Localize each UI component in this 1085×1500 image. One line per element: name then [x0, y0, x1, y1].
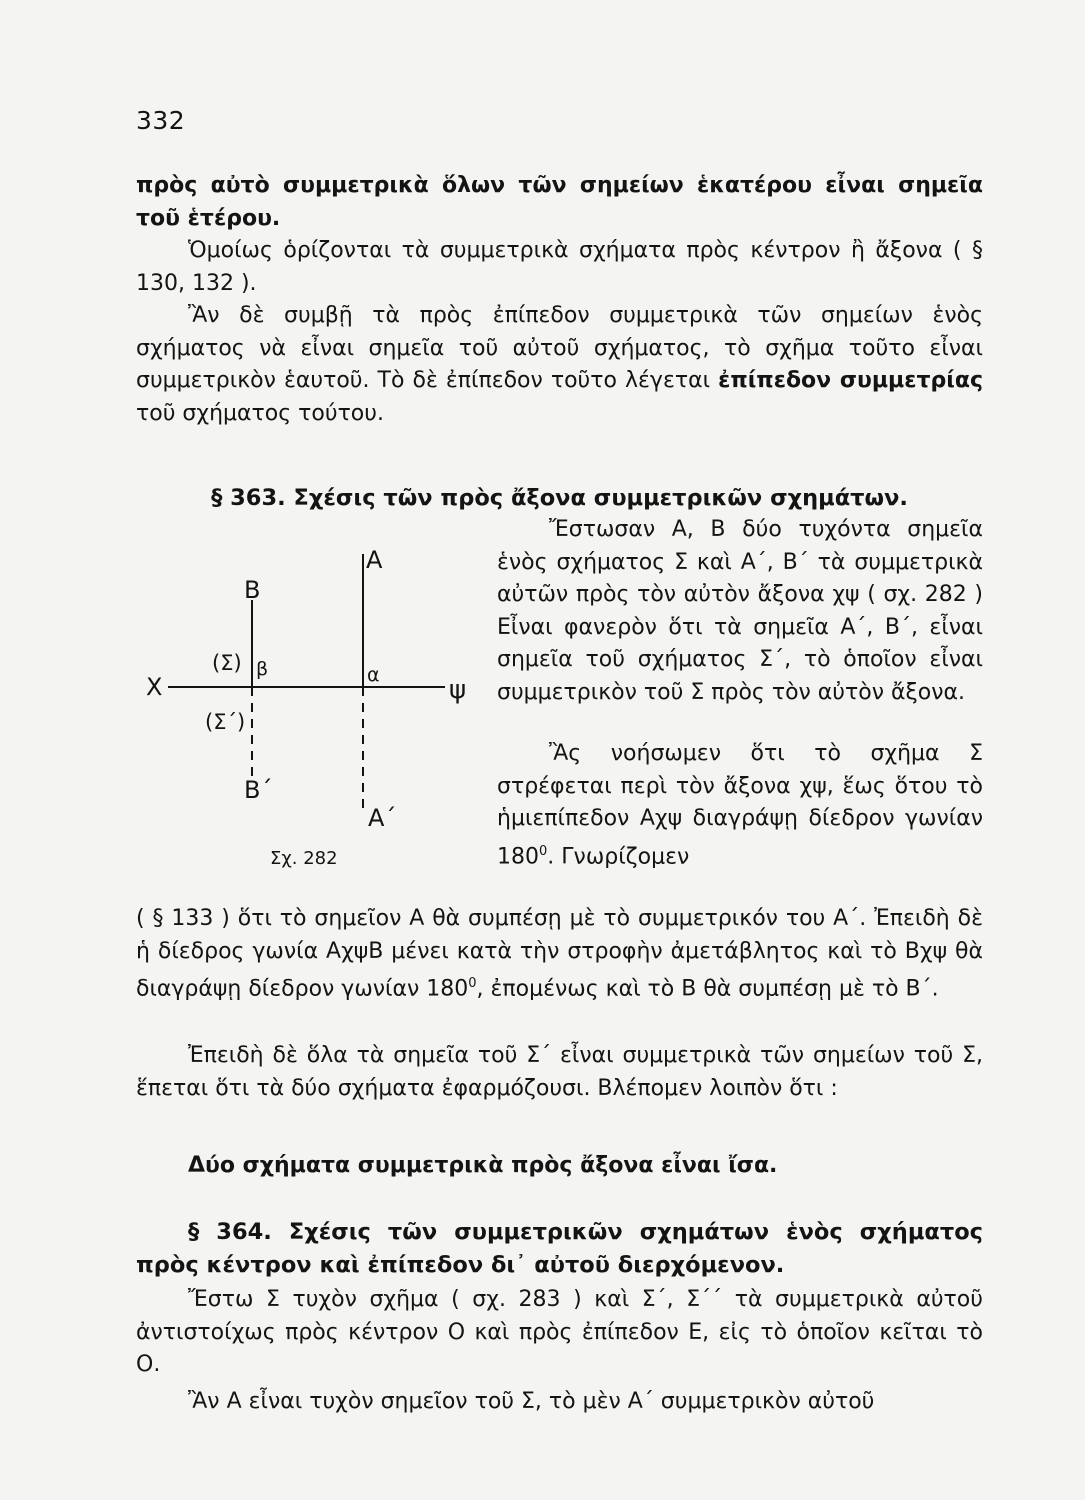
section-heading-364: § 364. Σχέσις τῶν συμμετρικῶν σχημάτων ἑνὸς σχήματος πρὸς κέντρον καὶ ἐπίπεδον δι᾽ αὐτοῦ διερχόμενον.	[136, 1219, 983, 1278]
label-sigma-prime: (Σ΄)	[205, 710, 246, 734]
paragraph-column-1: Ἔστωσαν Α, Β δύο τυχόντα σημεῖα ἑνὸς σχήματος Σ καὶ Α΄, Β΄ τὰ συμμετρικὰ αὐτῶν πρὸς τὸν αὐτὸν ἄξονα χψ ( σχ. 282 ) Εἶναι φανερὸν ὅτι τὰ σημεῖα Α΄, Β΄, εἶναι σημεῖα τοῦ σχήματος Σ΄, τὸ ὁποῖον εἶναι συμμετρικὸν τοῦ Σ πρὸς τὸν αὐτὸν ἄξονα.	[497, 517, 983, 705]
paragraph-similarly: Ὁμοίως ὁρίζονται τὰ συμμετρικὰ σχήματα πρὸς κέντρον ἢ ἄξονα ( § 130, 132 ).	[136, 238, 983, 296]
label-chi: Χ	[146, 673, 163, 701]
figure-caption: Σχ. 282	[270, 848, 338, 869]
p3-text-start: Ἂν δὲ συμβῇ τὰ πρὸς ἐπίπεδον συμμετρικὰ τῶν σημείων ἑνὸς σχήματος νὰ εἶναι σημεῖα τοῦ αὐτοῦ σχήματος, τὸ σχῆμα τοῦτο εἶναι συμμετρικὸν ἑαυτοῦ. Τὸ δὲ ἐπίπεδον τοῦτο λέγεται	[136, 303, 983, 393]
label-B: Β	[244, 576, 261, 604]
label-A-prime: Α΄	[368, 804, 397, 832]
paragraph-plane-of-symmetry	[136, 300, 983, 430]
term-plane-of-symmetry: ἐπίπεδον συμμετρίας	[718, 368, 983, 393]
p3-text-end: τοῦ σχήματος τούτου.	[136, 400, 384, 426]
label-A: Α	[366, 546, 383, 574]
p4-text: ( § 133 ) ὅτι τὸ σημεῖον Α θὰ συμπέσῃ μὲ τὸ συμμετρικόν του Α΄. Ἐπειδὴ δὲ ἡ δίεδρος γωνία ΑχψΒ μένει κατὰ τὴν στροφὴν ἀμετάβλητος καὶ τὸ Βχψ θὰ διαγράψῃ δίεδρον γωνίαν 180	[136, 906, 983, 1002]
paragraph-rotation-proof	[136, 903, 983, 1006]
figure-282	[136, 530, 496, 875]
paragraph-figure-283: Ἔστω Σ τυχὸν σχῆμα ( σχ. 283 ) καὶ Σ΄, Σ΄΄ τὰ συμμετρικὰ αὐτοῦ ἀντιστοίχως πρὸς κέντρον Ο καὶ πρὸς ἐπίπεδον Ε, εἰς τὸ ὁποῖον κεῖται τὸ Ο.	[136, 1287, 983, 1377]
label-psi: ψ	[449, 675, 467, 705]
label-beta: β	[256, 658, 269, 680]
label-B-prime: Β΄	[244, 776, 273, 804]
paragraph-conclusion: Ἐπειδὴ δὲ ὅλα τὰ σημεῖα τοῦ Σ΄ εἶναι συμμετρικὰ τῶν σημείων τοῦ Σ, ἕπεται ὅτι τὰ δύο σχήματα ἐφαρμόζουσι. Βλέπομεν λοιπὸν ὅτι :	[136, 1043, 983, 1101]
degree-superscript: 0	[539, 843, 548, 859]
paragraph-column-2	[497, 738, 983, 873]
figure-282-diagram	[136, 530, 496, 875]
theorem-statement: Δύο σχήματα συμμετρικὰ πρὸς ἄξονα εἶναι ἴσα.	[188, 1153, 778, 1178]
page-number: 332	[136, 106, 186, 135]
label-alpha: α	[367, 664, 380, 686]
p4-text-end: , ἐπομένως καὶ τὸ Β θὰ συμπέσῃ μὲ τὸ Β΄.	[476, 976, 939, 1002]
label-sigma: (Σ)	[212, 651, 242, 675]
paragraph-point-A: Ἂν Α εἶναι τυχὸν σημεῖον τοῦ Σ, τὸ μὲν Α΄ συμμετρικὸν αὐτοῦ	[188, 1389, 875, 1414]
col2-text: Ἂς νοήσωμεν ὅτι τὸ σχῆμα Σ στρέφεται περὶ τὸν ἄξονα χψ, ἕως ὅτου τὸ ἡμιεπίπεδον Αχψ διαγράψῃ δίεδρον γωνίαν 180	[497, 741, 983, 869]
degree-superscript-2: 0	[468, 976, 477, 991]
paragraph-definition-end: πρὸς αὐτὸ συμμετρικὰ ὅλων τῶν σημείων ἑκατέρου εἶναι σημεῖα τοῦ ἑτέρου.	[136, 173, 983, 231]
section-heading-363: § 363. Σχέσις τῶν πρὸς ἄξονα συμμετρικῶν σχημάτων.	[211, 485, 908, 511]
col2-text-end: . Γνωρίζομεν	[547, 843, 690, 869]
